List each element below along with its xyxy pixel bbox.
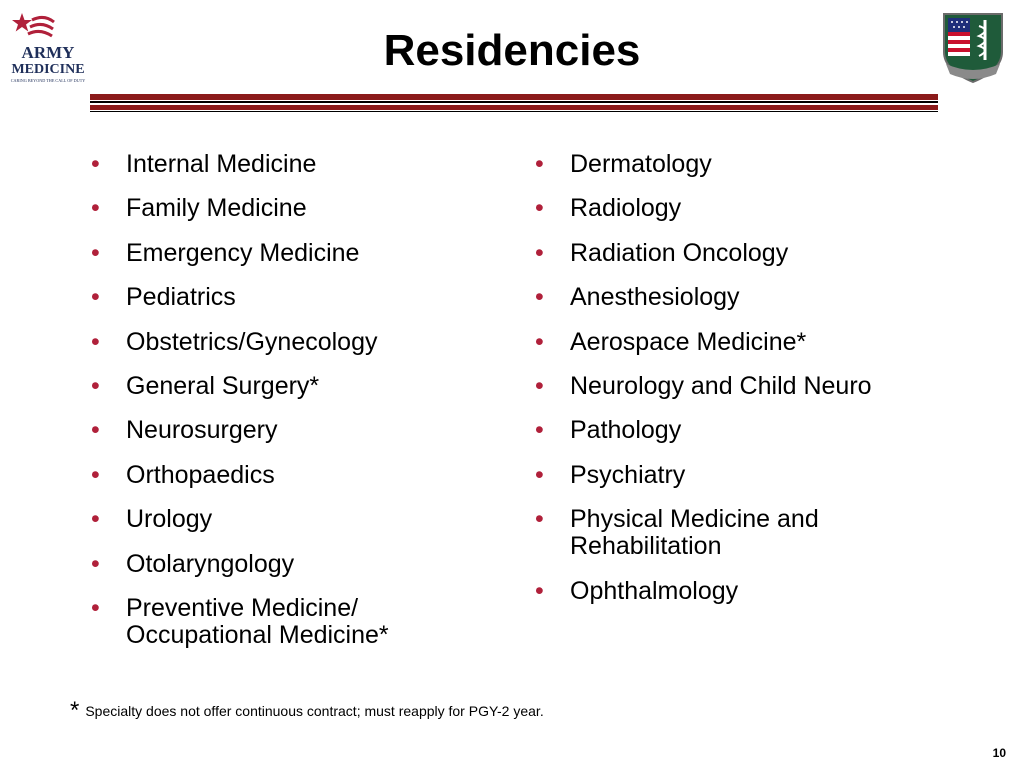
- bullet-icon: •: [535, 576, 544, 605]
- bullet-icon: •: [91, 549, 100, 578]
- svg-text:MEDICINE: MEDICINE: [11, 62, 85, 77]
- bullet-icon: •: [535, 460, 544, 489]
- bullet-icon: •: [535, 327, 544, 356]
- bullet-icon: •: [535, 150, 544, 178]
- list-item: • Anesthesiology: [535, 283, 740, 312]
- list-item: • Aerospace Medicine*: [535, 327, 807, 356]
- list-item: • Pathology: [535, 416, 682, 445]
- list-item: • Internal Medicine: [91, 150, 317, 178]
- list-item: • General Surgery*: [91, 371, 320, 400]
- bullet-icon: •: [91, 505, 100, 534]
- footnote-asterisk: *: [70, 697, 80, 724]
- bullet-icon: •: [535, 416, 544, 445]
- list-item: • Ophthalmology: [535, 576, 739, 605]
- bullet-icon: •: [535, 371, 544, 400]
- list-item: • Physical Medicine and Rehabilitation: [535, 505, 819, 561]
- bullet-icon: •: [91, 194, 100, 223]
- list-item: • Dermatology: [535, 150, 712, 178]
- list-item: • Psychiatry: [535, 460, 686, 489]
- list-item: • Neurology and Child Neuro: [535, 371, 872, 400]
- list-item: • Obstetrics/Gynecology: [91, 327, 378, 356]
- left-residency-list: [91, 151, 511, 666]
- bullet-icon: •: [91, 593, 100, 622]
- bullet-icon: •: [91, 238, 100, 267]
- bullet-icon: •: [91, 416, 100, 445]
- bullet-icon: •: [91, 371, 100, 400]
- list-item: • Orthopaedics: [91, 460, 275, 489]
- right-residency-list: [535, 151, 955, 622]
- page-title: Residencies: [383, 26, 641, 75]
- list-item: • Pediatrics: [91, 283, 236, 312]
- svg-text:ARMY: ARMY: [21, 43, 75, 62]
- list-item: • Emergency Medicine: [91, 238, 360, 267]
- list-item: • Preventive Medicine/ Occupational Medicine*: [91, 593, 389, 649]
- list-item: • Urology: [91, 505, 213, 534]
- bullet-icon: •: [91, 327, 100, 356]
- list-item: • Family Medicine: [91, 194, 307, 223]
- bullet-icon: •: [535, 194, 544, 223]
- list-item: • Radiation Oncology: [535, 238, 789, 267]
- header-rule-maroon-bottom: [90, 105, 938, 110]
- header-rule-maroon-top: [90, 94, 938, 100]
- svg-text:CARING BEYOND THE CALL OF DUTY: CARING BEYOND THE CALL OF DUTY: [10, 78, 86, 83]
- list-item: • Radiology: [535, 194, 682, 223]
- list-item: • Neurosurgery: [91, 416, 278, 445]
- header-rule-black-bottom: [90, 111, 938, 112]
- page-number: 10: [992, 746, 1006, 760]
- bullet-icon: •: [91, 150, 100, 178]
- bullet-icon: •: [535, 505, 544, 534]
- list-item: • Otolaryngology: [91, 549, 295, 578]
- footnote-text: Specialty does not offer continuous contract; must reapply for PGY-2 year.: [85, 703, 544, 719]
- bullet-icon: •: [91, 460, 100, 489]
- medical-corps-crest-icon: [934, 12, 1012, 86]
- bullet-icon: •: [535, 283, 544, 312]
- header-rule-black-top: [90, 101, 938, 103]
- footnote: [70, 697, 544, 725]
- bullet-icon: •: [91, 283, 100, 312]
- bullet-icon: •: [535, 238, 544, 267]
